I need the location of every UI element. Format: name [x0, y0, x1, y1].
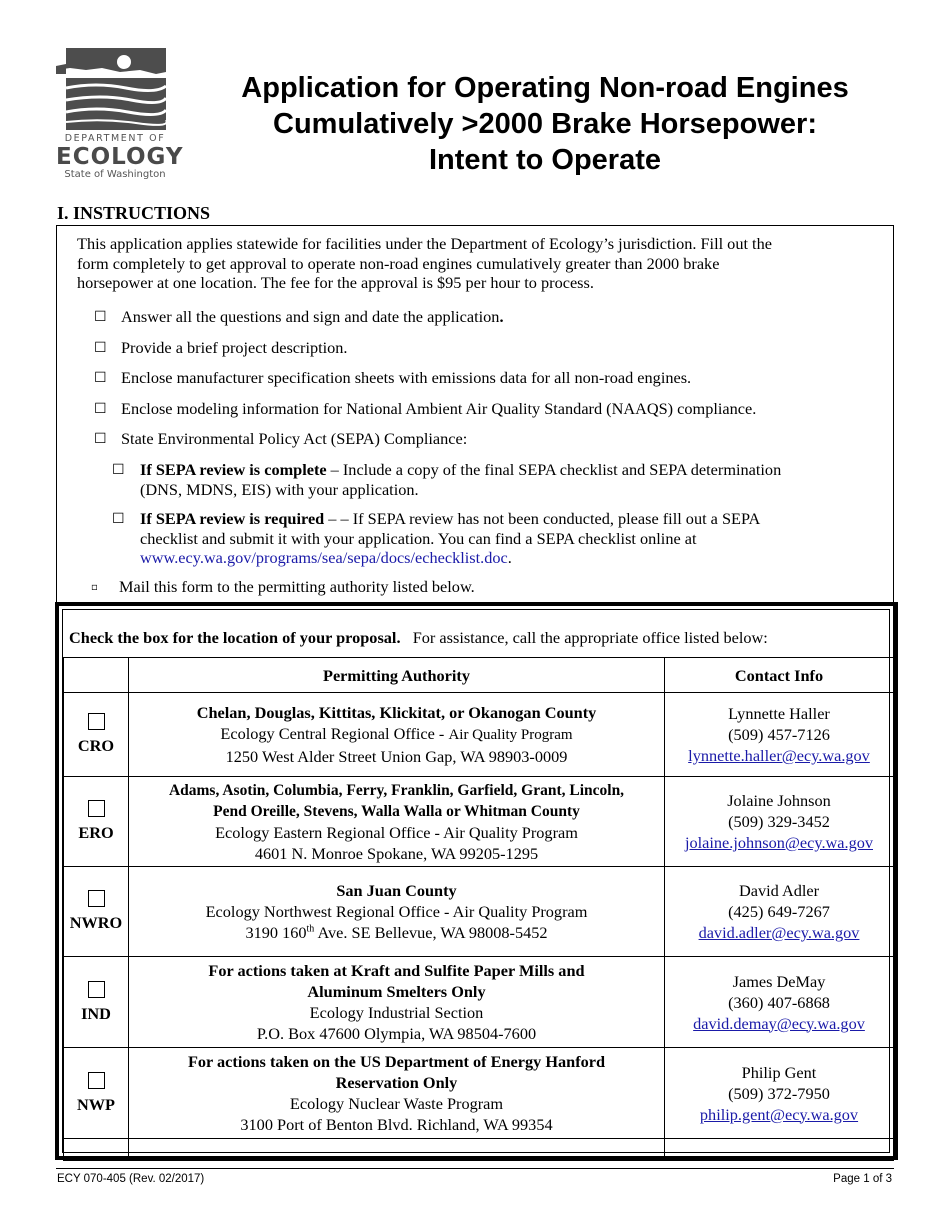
authority-office: Ecology Central Regional Office - Air Quality Program — [220, 724, 573, 743]
instructions-intro — [77, 234, 889, 293]
location-prompt: Check the box for the location of your proposal. For assistance, call the appropriate office listed below: — [69, 628, 768, 647]
logo-line-department: DEPARTMENT OF — [64, 133, 166, 144]
table-header-blank — [64, 658, 129, 693]
ecology-landscape-icon — [56, 48, 174, 132]
location-checkbox-cro[interactable] — [88, 713, 105, 730]
table-header-contact: Contact Info — [665, 658, 894, 693]
location-table-inner — [62, 609, 890, 1153]
checklist-item: State Environmental Policy Act (SEPA) Compliance: — [121, 429, 468, 448]
contact-email-link[interactable]: david.adler@ecy.wa.gov — [698, 923, 860, 942]
authority-counties: Reservation Only — [335, 1073, 458, 1092]
checklist-checkbox[interactable]: ☐ — [94, 370, 107, 386]
authority-office: Ecology Industrial Section — [309, 1003, 484, 1022]
authority-cell — [129, 693, 665, 777]
sepa-complete-item: If SEPA review is complete – Include a copy of the final SEPA checklist and SEPA determination (DNS, MDNS, EIS) with your application. — [140, 460, 782, 499]
authority-counties: For actions taken on the US Department of Energy Hanford — [187, 1052, 606, 1071]
intro-line: This application applies statewide for facilities under the Department of Ecology’s jurisdiction. Fill out the — [77, 234, 772, 253]
checklist-item: Provide a brief project description. — [121, 338, 348, 357]
table-header-authority: Permitting Authority — [129, 658, 665, 693]
sepa-required-item: If SEPA review is required – – If SEPA review has not been conducted, please fill out a SEPA checklist and submit it with your application. You can find a SEPA checklist online at www.ecy.wa.gov/programs/sea/sepa/docs/echecklist.doc. — [140, 509, 761, 567]
table-row — [64, 867, 894, 957]
contact-email-link[interactable]: jolaine.johnson@ecy.wa.gov — [684, 833, 873, 852]
intro-line: form completely to get approval to operate non-road engines cumulatively greater than 2000 brake — [77, 253, 720, 273]
location-code: NWRO — [69, 913, 123, 932]
footer-divider — [56, 1168, 894, 1169]
contact-phone: (509) 372-7950 — [728, 1083, 830, 1103]
title-line: Intent to Operate — [428, 144, 661, 176]
location-checkbox-ero[interactable] — [88, 800, 105, 817]
form-number: ECY 070-405 (Rev. 02/2017) — [57, 1173, 205, 1185]
authority-address: 1250 West Alder Street Union Gap, WA 98903-0009 — [225, 747, 568, 766]
checklist-checkbox[interactable]: ☐ — [94, 340, 107, 356]
contact-phone: (360) 407-6868 — [728, 992, 830, 1012]
contact-cell — [665, 777, 894, 867]
contact-email-link[interactable]: david.demay@ecy.wa.gov — [693, 1013, 865, 1033]
authority-office: Ecology Nuclear Waste Program — [289, 1094, 504, 1113]
checklist-checkbox[interactable]: ☐ — [94, 309, 107, 325]
authority-address: 3100 Port of Benton Blvd. Richland, WA 99354 — [240, 1115, 553, 1134]
contact-name: Philip Gent — [741, 1062, 817, 1082]
location-code: CRO — [77, 736, 115, 755]
logo-line-ecology: ECOLOGY — [56, 144, 184, 170]
intro-line: horsepower at one location. The fee for the approval is $95 per hour to process. — [77, 273, 594, 292]
blank-cell — [129, 1139, 665, 1161]
location-select-cell — [64, 957, 129, 1048]
contact-name: Lynnette Haller — [728, 704, 830, 723]
table-row — [64, 1048, 894, 1139]
contact-cell — [665, 867, 894, 957]
table-row-blank — [64, 1139, 894, 1161]
contact-cell — [665, 1048, 894, 1139]
authority-cell — [129, 1048, 665, 1139]
contact-phone: (509) 329-3452 — [728, 812, 830, 831]
authority-counties: For actions taken at Kraft and Sulfite Paper Mills and — [208, 961, 585, 980]
authority-counties: Aluminum Smelters Only — [307, 982, 486, 1001]
authority-counties: Chelan, Douglas, Kittitas, Klickitat, or Okanogan County — [196, 703, 597, 722]
location-table-frame — [55, 602, 898, 1160]
checklist-checkbox[interactable]: ☐ — [94, 401, 107, 417]
table-header-row — [64, 658, 894, 693]
location-select-cell — [64, 867, 129, 957]
ecology-logo — [56, 48, 184, 184]
authority-address: P.O. Box 47600 Olympia, WA 98504-7600 — [256, 1024, 537, 1043]
authority-office: Ecology Northwest Regional Office - Air Quality Program — [205, 902, 588, 921]
authority-counties: San Juan County — [336, 881, 457, 900]
sepa-checklist-link[interactable]: www.ecy.wa.gov/programs/sea/sepa/docs/echecklist.doc — [140, 548, 508, 567]
checklist-checkbox[interactable]: ☐ — [94, 431, 107, 447]
blank-cell — [665, 1139, 894, 1161]
authority-address: 4601 N. Monroe Spokane, WA 99205-1295 — [254, 843, 539, 863]
title-line: Cumulatively >2000 Brake Horsepower: — [273, 108, 817, 140]
contact-name: Jolaine Johnson — [727, 791, 831, 810]
authority-counties: Adams, Asotin, Columbia, Ferry, Franklin, Garfield, Grant, Lincoln, — [168, 781, 625, 799]
contact-email-link[interactable]: philip.gent@ecy.wa.gov — [699, 1104, 859, 1124]
authority-cell — [129, 777, 665, 867]
contact-cell — [665, 957, 894, 1048]
contact-cell — [665, 693, 894, 777]
authority-counties: Pend Oreille, Stevens, Walla Walla or Whitman County — [213, 802, 580, 820]
contact-phone: (425) 649-7267 — [728, 902, 830, 921]
location-checkbox-ind[interactable] — [88, 981, 105, 998]
page-number: Page 1 of 3 — [833, 1173, 892, 1185]
authority-cell — [129, 867, 665, 957]
table-row — [64, 777, 894, 867]
sepa-complete-checkbox[interactable]: ☐ — [112, 462, 125, 478]
location-code: ERO — [78, 823, 114, 842]
page-title — [200, 70, 890, 178]
location-select-cell — [64, 777, 129, 867]
location-select-cell — [64, 1048, 129, 1139]
contact-name: James DeMay — [732, 971, 826, 991]
location-code: IND — [81, 1003, 111, 1023]
contact-phone: (509) 457-7126 — [728, 725, 830, 744]
title-line: Application for Operating Non-road Engines — [241, 72, 849, 104]
table-row — [64, 693, 894, 777]
mail-instruction: Mail this form to the permitting authority listed below. — [119, 577, 475, 596]
checklist-item: Enclose modeling information for National Ambient Air Quality Standard (NAAQS) compliance. — [121, 399, 757, 418]
table-row — [64, 957, 894, 1048]
location-checkbox-nwp[interactable] — [88, 1072, 105, 1089]
location-select-cell — [64, 693, 129, 777]
blank-cell — [64, 1139, 129, 1161]
sepa-required-checkbox[interactable]: ☐ — [112, 511, 125, 527]
instructions-heading: I. INSTRUCTIONS — [57, 203, 211, 223]
authority-cell — [129, 957, 665, 1048]
checklist-item: Enclose manufacturer specification sheets with emissions data for all non-road engines. — [121, 368, 692, 387]
checklist-item: Answer all the questions and sign and date the application. — [121, 307, 504, 326]
contact-email-link[interactable]: lynnette.haller@ecy.wa.gov — [688, 746, 870, 765]
logo-line-state: State of Washington — [64, 169, 166, 180]
instructions-box — [56, 225, 894, 603]
contact-name: David Adler — [738, 881, 820, 900]
location-code: NWP — [77, 1094, 115, 1114]
permitting-authority-table — [63, 657, 894, 1161]
authority-office: Ecology Eastern Regional Office - Air Quality Program — [215, 822, 578, 842]
mail-checkbox[interactable]: ▫ — [91, 582, 98, 593]
authority-address: 3190 160th Ave. SE Bellevue, WA 98008-5452 — [245, 923, 548, 942]
location-checkbox-nwro[interactable] — [88, 890, 105, 907]
